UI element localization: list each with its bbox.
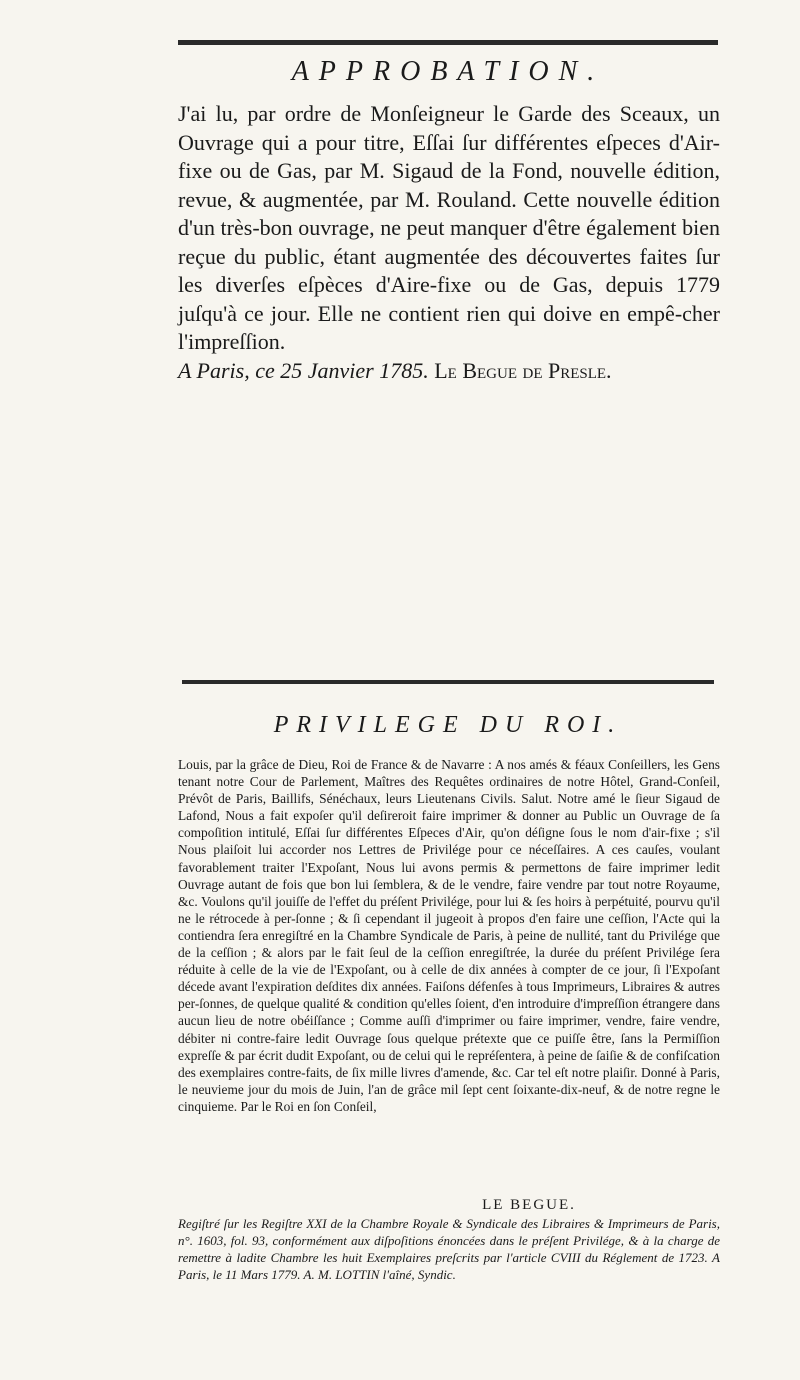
middle-rule: [182, 680, 714, 684]
privilege-signature: LE BEGUE.: [482, 1197, 576, 1213]
approbation-body: [178, 100, 720, 385]
registre-note: Regiſtré ſur les Regiſtre XXI de la Chambre Royale & Syndicale des Libraires & Imprimeurs de Paris, n°. 1603, fol. 93, conformément aux diſpoſitions énoncées dans le préſent Privilége, & à la charge de remettre à ladite Chambre les huit Exemplaires preſcrits par l'article CVIII du Réglement de 1723. A Paris, le 11 Mars 1779. A. M. LOTTIN l'aîné, Syndic.: [178, 1216, 720, 1282]
approbation-date-place: A Paris, ce 25 Janvier 1785.: [178, 357, 429, 383]
privilege-title: PRIVILEGE DU ROI.: [273, 712, 623, 738]
approbation-title: APPROBATION.: [291, 56, 605, 87]
privilege-body: Louis, par la grâce de Dieu, Roi de France & de Navarre : A nos amés & féaux Conſeillers, les Gens tenant notre Cour de Parlement, Maîtres des Requêtes ordinaires de notre Hôtel, Grand-Conſeil, Prévôt de Paris, Baillifs, Sénéchaux, leurs Lieutenans Civils. Salut. Notre amé le ſieur Sigaud de Lafond, Nous a fait expoſer qu'il deſireroit faire imprimer & donner au Public un Ouvrage de ſa compoſition intitulé, Eſſai ſur différentes Eſpeces d'Air, qu'on déſigne ſous le nom d'air-fixe ; s'il Nous plaiſoit lui accorder nos Lettres de Privilége pour ce néceſſaires. A ces cauſes, voulant favorablement traiter l'Expoſant, Nous lui avons permis & permettons de faire imprimer ledit Ouvrage autant de fois que bon lui ſemblera, & de le vendre, faire vendre par tout notre Royaume, &c. Voulons qu'il jouiſſe de l'effet du préſent Privilége, pour lui & ſes hoirs à perpétuité, pourvu qu'il ne le rétrocede à per-ſonne ; & ſi cependant il jugeoit à propos d'en faire une ceſſion, l'Acte qui la contiendra ſera enregiſtré en la Chambre Syndicale de Paris, à peine de nullité, tant du Privilége que de la ceſſion ; & alors par le fait ſeul de la ceſſion enregiſtrée, la durée du préſent Privilége ſera réduite à celle de la vie de l'Expoſant, ou à celle de dix années à compter de ce jour, ſi l'Expoſant décede avant l'expiration deſdites dix années. Faiſons défenſes à tous Imprimeurs, Libraires & autres per-ſonnes, de quelque qualité & condition qu'elles ſoient, d'en introduire d'impreſſion étrangere dans aucun lieu de notre obéiſſance ; Comme auſſi d'imprimer ou faire imprimer, vendre, faire vendre, débiter ni contre-faire ledit Ouvrage ſous quelque prétexte que ce puiſſe être, ſans la Permiſſion expreſſe & par écrit dudit Expoſant, ou de celui qui le repréſentera, à peine de ſaiſie & de confiſcation des exemplaires contre-faits, de ſix mille livres d'amende, &c. Car tel eſt notre plaiſir. Donné à Paris, le neuvieme jour du mois de Juin, l'an de grâce mil ſept cent ſoixante-dix-neuf, & de notre regne le cinquieme. Par le Roi en ſon Conſeil,: [178, 757, 720, 1114]
top-rule: [178, 40, 718, 45]
approbation-text: J'ai lu, par ordre de Monſeigneur le Garde des Sceaux, un Ouvrage qui a pour titre, Eſſai ſur différentes eſpeces d'Air-fixe ou de Gas, par M. Sigaud de la Fond, nouvelle édition, revue, & augmentée, par M. Rouland. Cette nouvelle édition d'un très-bon ouvrage, ne peut manquer d'être également bien reçue du public, étant augmentée des découvertes faites ſur les diverſes eſpèces d'Aire-fixe ou de Gas, depuis 1779 juſqu'à ce jour. Elle ne contient rien qui doive en empê-cher l'impreſſion.: [178, 101, 720, 354]
approbation-signature: Le Begue de Presle.: [434, 357, 612, 383]
